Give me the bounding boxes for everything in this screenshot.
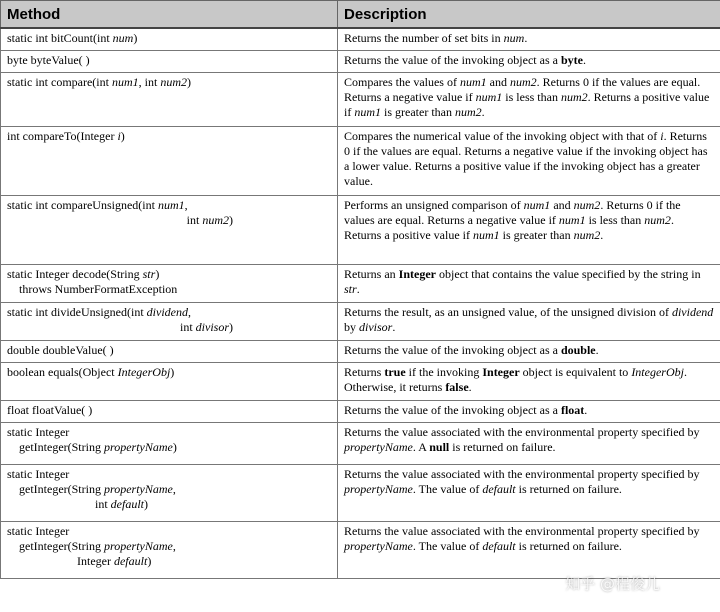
description-cell: Compares the values of num1 and num2. Returns 0 if the values are equal. Returns a negative value if num1 is less than num2. Returns a positive value if num1 is greater than num2. [338,72,720,126]
description-cell: Returns the value of the invoking object as a float. [338,400,720,422]
table-row [1,521,720,578]
table-row [1,126,720,195]
table-row [1,264,720,302]
table-row [1,400,720,422]
column-header-description: Description [338,1,720,29]
method-cell: static Integer getInteger(String propertyName, int default) [1,464,338,521]
description-cell: Returns the result, as an unsigned value, of the unsigned division of dividend by divisor. [338,302,720,340]
table-row [1,422,720,464]
method-cell: float floatValue( ) [1,400,338,422]
table-row [1,362,720,400]
description-cell: Returns the value associated with the environmental property specified by propertyName. A null is returned on failure. [338,422,720,464]
watermark: 知乎 @程俊儿 [565,575,660,593]
description-cell: Performs an unsigned comparison of num1 and num2. Returns 0 if the values are equal. Returns a negative value if num1 is less than num2. Returns a positive value if num1 is greater than num2. [338,195,720,264]
description-cell: Returns the number of set bits in num. [338,28,720,50]
table-row [1,72,720,126]
method-cell: static Integer decode(String str) throws NumberFormatException [1,264,338,302]
table-row [1,50,720,72]
description-cell: Compares the numerical value of the invoking object with that of i. Returns 0 if the values are equal. Returns a negative value if the invoking object has a lower value. Returns a positive value if the invoking object has a greater value. [338,126,720,195]
description-cell: Returns the value of the invoking object as a byte. [338,50,720,72]
table-row [1,302,720,340]
description-cell: Returns the value associated with the environmental property specified by propertyName. The value of default is returned on failure. [338,464,720,521]
method-cell: int compareTo(Integer i) [1,126,338,195]
method-cell: boolean equals(Object IntegerObj) [1,362,338,400]
method-cell: byte byteValue( ) [1,50,338,72]
description-cell: Returns the value of the invoking object as a double. [338,340,720,362]
description-cell: Returns the value associated with the environmental property specified by propertyName. The value of default is returned on failure. [338,521,720,578]
table-row [1,28,720,50]
method-cell: static int compare(int num1, int num2) [1,72,338,126]
method-cell: static Integer getInteger(String propertyName, Integer default) [1,521,338,578]
table-row [1,464,720,521]
method-cell: static int bitCount(int num) [1,28,338,50]
method-cell: static int compareUnsigned(int num1, int num2) [1,195,338,264]
description-cell: Returns an Integer object that contains the value specified by the string in str. [338,264,720,302]
method-cell: double doubleValue( ) [1,340,338,362]
description-cell: Returns true if the invoking Integer object is equivalent to IntegerObj. Otherwise, it returns false. [338,362,720,400]
method-cell: static int divideUnsigned(int dividend, int divisor) [1,302,338,340]
column-header-method: Method [1,1,338,29]
table-row [1,340,720,362]
table-row [1,195,720,264]
table-header-row [1,1,720,29]
method-cell: static Integer getInteger(String propertyName) [1,422,338,464]
